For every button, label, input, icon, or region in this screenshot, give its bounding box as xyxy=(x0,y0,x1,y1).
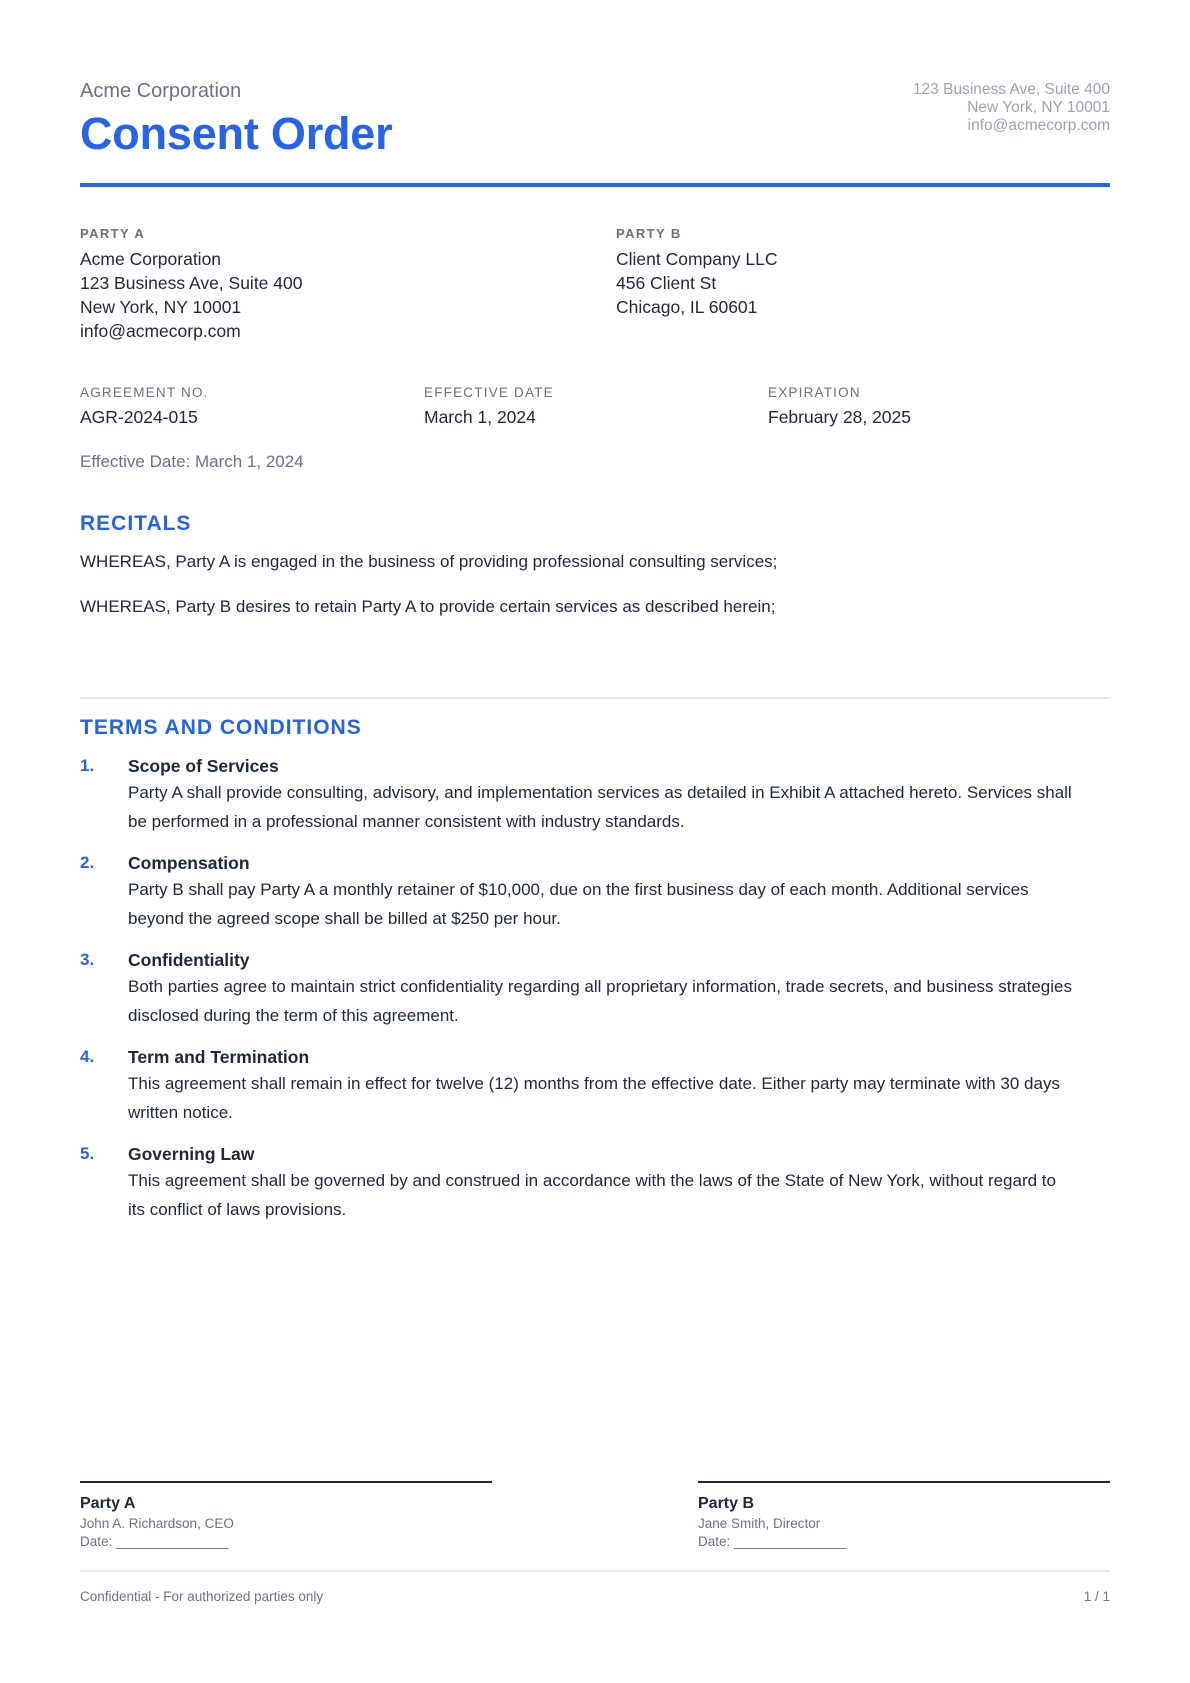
footer-rule xyxy=(80,1570,1110,1572)
company-name: Acme Corporation xyxy=(80,80,242,102)
header-email: info@acmecorp.com xyxy=(967,117,1110,134)
term-body-line: This agreement shall be governed by and construed in accordance with the laws of the State of New York, without regard to xyxy=(128,1171,1056,1190)
party-a-block xyxy=(80,226,302,343)
party-a-email: info@acmecorp.com xyxy=(80,321,241,341)
effective-date-note: Effective Date: March 1, 2024 xyxy=(80,452,304,471)
term-body-line: written notice. xyxy=(128,1103,233,1122)
term-body-line: Both parties agree to maintain strict confidentiality regarding all proprietary information, trade secrets, and business strategies xyxy=(128,977,1072,996)
signature-party: Party B xyxy=(698,1495,755,1512)
header-rule xyxy=(80,183,1110,187)
term-number: 4. xyxy=(80,1047,95,1066)
term-title: Governing Law xyxy=(128,1144,255,1164)
footer-confidential-note: Confidential - For authorized parties only xyxy=(80,1589,324,1604)
meta-expiration xyxy=(768,385,911,428)
document-header xyxy=(80,78,1110,188)
signature-date-field[interactable]: Date: _______________ xyxy=(80,1534,229,1549)
header-address-line: New York, NY 10001 xyxy=(967,99,1110,116)
party-a-address-line: New York, NY 10001 xyxy=(80,297,242,317)
header-address xyxy=(913,81,1110,135)
term-title: Compensation xyxy=(128,853,250,873)
recital-item: WHEREAS, Party B desires to retain Party A to provide certain services as described herein; xyxy=(80,597,776,616)
term-number: 5. xyxy=(80,1144,95,1163)
term-title: Scope of Services xyxy=(128,756,279,776)
term-body-line: beyond the agreed scope shall be billed at $250 per hour. xyxy=(128,909,561,928)
term-body xyxy=(128,778,1110,836)
recitals-heading: RECITALS xyxy=(80,512,192,535)
signature-party: Party A xyxy=(80,1495,136,1512)
document-page xyxy=(80,0,1110,1683)
party-b-address-line: 456 Client St xyxy=(616,273,717,293)
meta-label: AGREEMENT NO. xyxy=(80,385,209,400)
signatory-name: John A. Richardson, CEO xyxy=(80,1516,234,1531)
meta-label: EXPIRATION xyxy=(768,385,861,400)
signature-block-party-a xyxy=(80,1481,492,1549)
page-number: 1 / 1 xyxy=(1083,1589,1110,1604)
term-number: 2. xyxy=(80,853,95,872)
party-b-label: PARTY B xyxy=(616,226,682,241)
term-body xyxy=(128,972,1110,1030)
term-body-line: Party A shall provide consulting, advisory, and implementation services as detailed in Exhibit A attached hereto. Services shall xyxy=(128,783,1072,802)
party-a-label: PARTY A xyxy=(80,226,146,241)
meta-label: EFFECTIVE DATE xyxy=(424,385,554,400)
party-b-address-line: Chicago, IL 60601 xyxy=(616,297,758,317)
signature-block-party-b xyxy=(698,1481,1110,1549)
term-number: 1. xyxy=(80,756,95,775)
signature-line[interactable] xyxy=(698,1481,1110,1483)
term-body xyxy=(128,875,1110,933)
party-a-name: Acme Corporation xyxy=(80,249,222,269)
terms-heading: TERMS AND CONDITIONS xyxy=(80,716,362,739)
term-body-line: Party B shall pay Party A a monthly retainer of $10,000, due on the first business day of each month. Additional services xyxy=(128,880,1029,899)
party-b-name: Client Company LLC xyxy=(616,249,778,269)
term-title: Confidentiality xyxy=(128,950,250,970)
term-body-line: This agreement shall remain in effect for twelve (12) months from the effective date. Either party may terminate with 30 days xyxy=(128,1074,1060,1093)
meta-value: February 28, 2025 xyxy=(768,407,912,427)
meta-value: AGR-2024-015 xyxy=(80,407,198,427)
meta-agreement-no xyxy=(80,385,209,428)
section-divider xyxy=(80,697,1110,699)
meta-effective-date xyxy=(424,385,554,428)
recital-item: WHEREAS, Party A is engaged in the business of providing professional consulting services; xyxy=(80,552,778,571)
term-body xyxy=(128,1166,1110,1224)
header-address-line: 123 Business Ave, Suite 400 xyxy=(912,81,1110,98)
signature-date-field[interactable]: Date: _______________ xyxy=(698,1534,847,1549)
signature-line[interactable] xyxy=(80,1481,492,1483)
meta-value: March 1, 2024 xyxy=(424,407,536,427)
term-body xyxy=(128,1069,1110,1127)
term-body-line: its conflict of laws provisions. xyxy=(128,1200,347,1219)
signatory-name: Jane Smith, Director xyxy=(698,1516,821,1531)
term-body-line: disclosed during the term of this agreement. xyxy=(128,1006,459,1025)
term-number: 3. xyxy=(80,950,95,969)
party-a-address-line: 123 Business Ave, Suite 400 xyxy=(80,273,303,293)
term-body-line: be performed in a professional manner consistent with industry standards. xyxy=(128,812,685,831)
term-title: Term and Termination xyxy=(128,1047,310,1067)
document-title: Consent Order xyxy=(80,108,393,159)
party-b-block xyxy=(616,226,777,319)
